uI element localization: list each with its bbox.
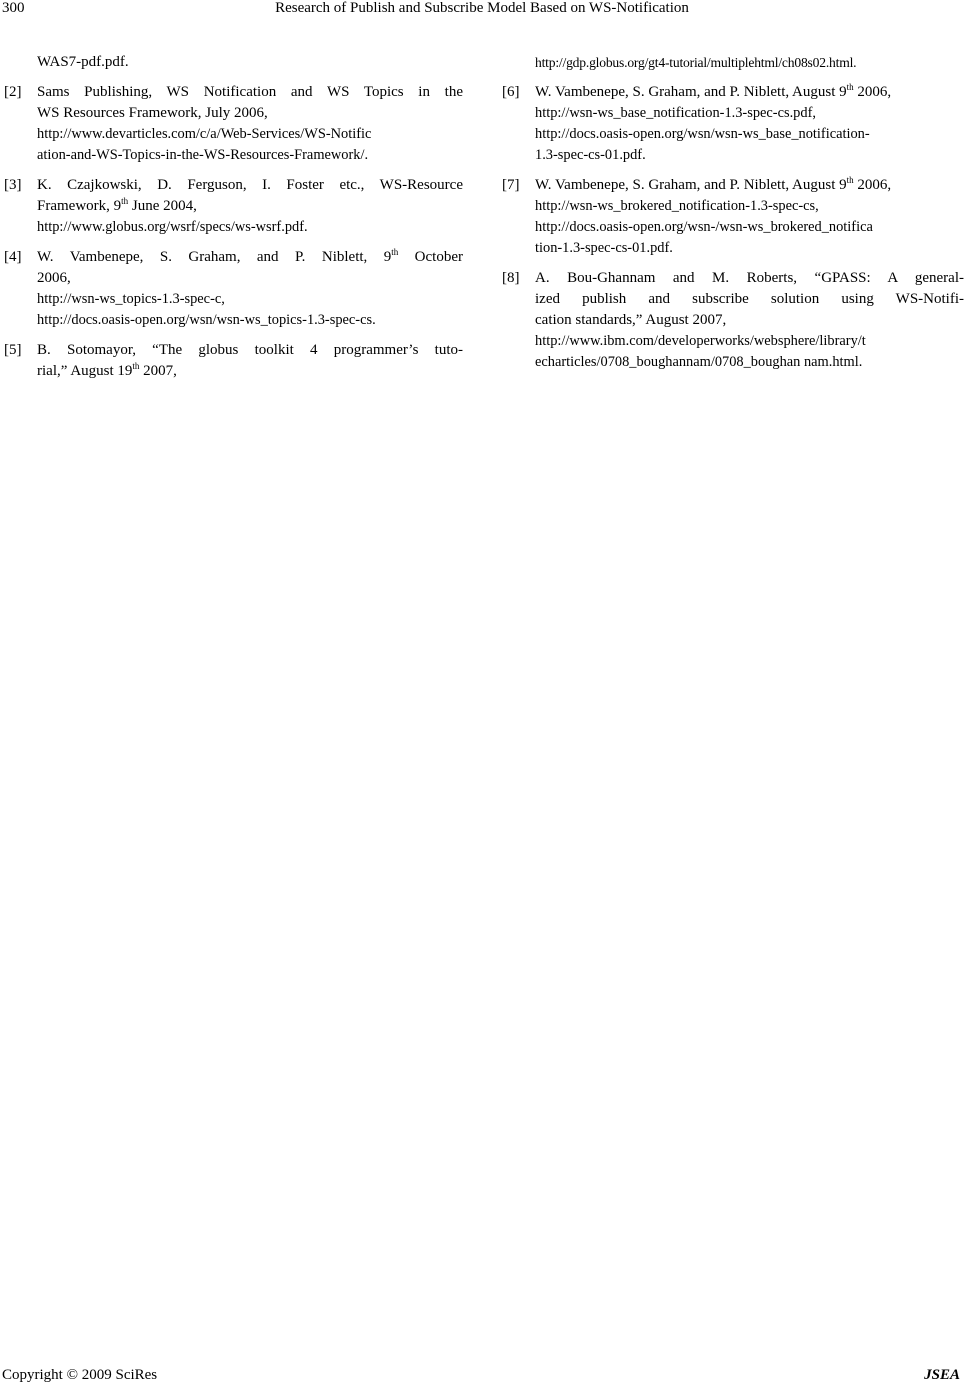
reference-number: [3] (4, 177, 22, 193)
page-number: 300 (2, 0, 25, 16)
reference-text: rial,” August 19 (37, 363, 133, 379)
reference-url: http://gdp.globus.org/gt4-tutorial/multiplehtml/ch08s02.html. (535, 55, 857, 70)
reference-url: ation-and-WS-Topics-in-the-WS-Resources-Framework/. (37, 147, 369, 163)
reference-line: WS Resources Framework, July 2006, (37, 105, 268, 121)
reference-continuation (502, 52, 964, 73)
reference-number: [7] (502, 177, 520, 193)
reference-text: 2006, (853, 84, 892, 100)
reference-url: tion-1.3-spec-cs-01.pdf. (535, 240, 673, 256)
reference-text: 2007, (139, 363, 177, 379)
reference-url: http://www.devarticles.com/c/a/Web-Services/WS-Notific (37, 126, 372, 142)
reference-text: June 2004, (128, 198, 197, 214)
reference-url: http://docs.oasis-open.org/wsn-/wsn-ws_brokered_notifica (535, 219, 873, 235)
ordinal-superscript: th (132, 361, 140, 371)
ordinal-superscript: th (391, 247, 399, 257)
reference-number: [4] (4, 249, 22, 265)
copyright-notice: Copyright © 2009 SciRes (2, 1367, 158, 1383)
reference-url: http://www.globus.org/wsrf/specs/ws-wsrf.pdf. (37, 219, 308, 235)
journal-abbreviation: JSEA (924, 1367, 960, 1383)
reference-url: http://wsn-ws_topics-1.3-spec-c, (37, 291, 225, 307)
reference-number: [5] (4, 342, 22, 358)
reference-url: http://wsn-ws_base_notification-1.3-spec-cs.pdf, (535, 105, 816, 121)
reference-url: 1.3-spec-cs-01.pdf. (535, 147, 646, 163)
reference-8 (502, 268, 964, 373)
reference-line (37, 361, 463, 382)
reference-url: echarticles/0708_boughannam/0708_boughan nam.html. (535, 354, 863, 370)
reference-number: [6] (502, 84, 520, 100)
reference-line: ized publish and subscribe solution using WS-Notifi- (535, 291, 964, 307)
reference-text: Framework, 9 (37, 198, 122, 214)
reference-url: http://www.ibm.com/developerworks/websphere/library/t (535, 333, 866, 349)
reference-number: [8] (502, 270, 520, 286)
reference-6 (502, 82, 964, 166)
references-right-column (502, 52, 964, 373)
reference-7 (502, 175, 964, 259)
reference-line: Sams Publishing, WS Notification and WS Topics in the (37, 84, 463, 100)
references-left-column (4, 52, 463, 382)
reference-line: WAS7-pdf.pdf. (37, 54, 129, 70)
ordinal-superscript: th (846, 175, 854, 185)
reference-3 (4, 175, 463, 238)
reference-text: 2006, (853, 177, 892, 193)
reference-line (37, 247, 463, 268)
ordinal-superscript: th (846, 82, 854, 92)
reference-4 (4, 247, 463, 331)
reference-url: http://docs.oasis-open.org/wsn/wsn-ws_topics-1.3-spec-cs. (37, 312, 376, 328)
reference-2 (4, 82, 463, 166)
reference-line (37, 196, 463, 217)
reference-text: W. Vambenepe, S. Graham, and P. Niblett, August 9 (535, 84, 847, 100)
reference-text: October (398, 249, 463, 265)
reference-line: cation standards,” August 2007, (535, 312, 727, 328)
reference-line: A. Bou-Ghannam and M. Roberts, “GPASS: A general- (535, 270, 964, 286)
reference-line (535, 82, 964, 103)
reference-text: W. Vambenepe, S. Graham, and P. Niblett, August 9 (535, 177, 847, 193)
reference-number: [2] (4, 84, 22, 100)
reference-text: W. Vambenepe, S. Graham, and P. Niblett, 9 (37, 249, 392, 265)
reference-url: http://wsn-ws_brokered_notification-1.3-spec-cs, (535, 198, 819, 214)
reference-line: K. Czajkowski, D. Ferguson, I. Foster etc., WS-Resource (37, 177, 463, 193)
running-title: Research of Publish and Subscribe Model Based on WS-Notification (275, 0, 689, 16)
reference-line (535, 175, 964, 196)
ordinal-superscript: th (121, 196, 129, 206)
reference-continuation (4, 52, 463, 73)
reference-line: 2006, (37, 270, 71, 286)
reference-5 (4, 340, 463, 382)
reference-line: B. Sotomayor, “The globus toolkit 4 programmer’s tuto- (37, 342, 463, 358)
reference-url: http://docs.oasis-open.org/wsn/wsn-ws_base_notification- (535, 126, 870, 142)
